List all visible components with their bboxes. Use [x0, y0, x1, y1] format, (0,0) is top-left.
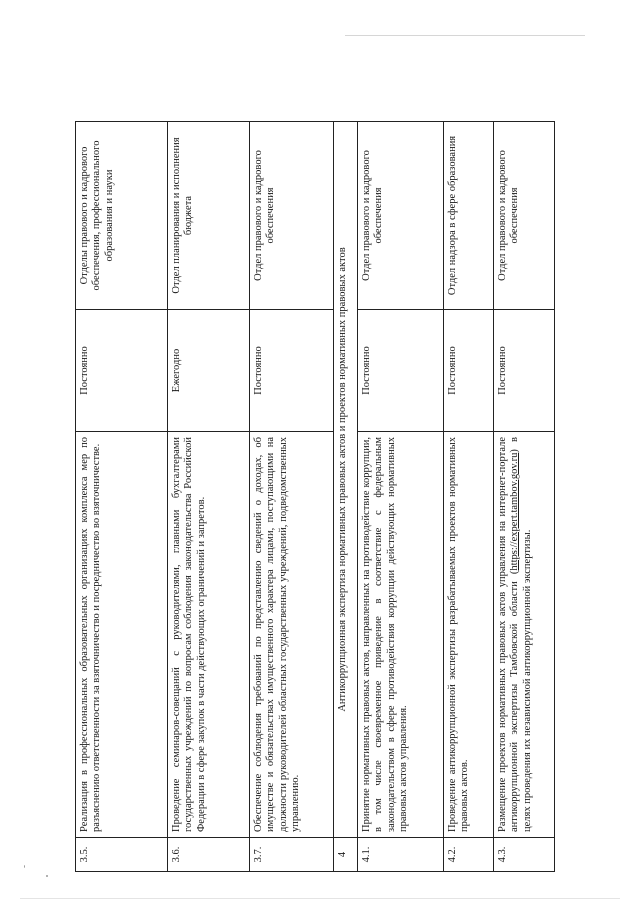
- section-title: Антикоррупционная экспертиза нормативных правовых актов и проектов нормативных правовых актов: [334, 122, 358, 838]
- table-row: [168, 122, 250, 872]
- responsible-text: Отдел правового и кадрового обеспечения: [494, 122, 555, 310]
- action-text: Принятие нормативных правовых актов, направленных на противодействие коррупции, в том числе своевременное приведение в соответствие с федеральным законодательством в сфере противодействия коррупции действующих нормативных правовых актов управления.: [358, 432, 444, 838]
- term-text: Ежегодно: [168, 310, 250, 432]
- table-row: [444, 122, 494, 872]
- table-row: [358, 122, 444, 872]
- responsible-text: Отдел надзора в сфере образования: [444, 122, 494, 310]
- term-text: Постоянно: [358, 310, 444, 432]
- responsible-text: Отделы правового и кадрового обеспечения, профессионального образования и науки: [76, 122, 168, 310]
- action-text-start: Размещение проектов нормативных правовых актов управления на интернет-портале антикоррупционной экспертизы Тамбовской области (: [497, 437, 521, 832]
- table-row: [76, 122, 168, 872]
- row-number: 4.1.: [358, 838, 444, 872]
- term-text: Постоянно: [444, 310, 494, 432]
- anticorruption-plan-table: [75, 121, 555, 872]
- responsible-text: Отдел правового и кадрового обеспечения: [358, 122, 444, 310]
- table-row: [250, 122, 334, 872]
- row-number: 3.6.: [168, 838, 250, 872]
- action-text-end: ) в целях проведения их независимой антикоррупционной экспертизы.: [509, 437, 533, 832]
- row-number: 3.5.: [76, 838, 168, 872]
- term-text: Постоянно: [76, 310, 168, 432]
- table-row: [494, 122, 555, 872]
- row-number: 3.7.: [250, 838, 334, 872]
- expert-portal-link[interactable]: https://expert.tambov.gov.ru: [509, 452, 521, 571]
- scan-artifact-line: [20, 898, 620, 899]
- rotated-page: [75, 122, 555, 872]
- section-row: [334, 122, 358, 872]
- responsible-text: Отдел правового и кадрового обеспечения: [250, 122, 334, 310]
- action-text: [494, 432, 555, 838]
- row-number: 4.3.: [494, 838, 555, 872]
- action-text: Реализация в профессиональных образовательных организациях комплекса мер по разъяснению ответственности за взяточничество и посредничество во взяточничестве.: [76, 432, 168, 838]
- action-text: Проведение антикоррупционной экспертизы разрабатываемых проектов нормативных правовых актов.: [444, 432, 494, 838]
- action-text: Проведение семинаров-совещаний с руководителями, главными бухгалтерами государственных учреждений по вопросам соблюдения законодательства Российской Федерации в сфере закупок в части действующих ограничений и запретов.: [168, 432, 250, 838]
- term-text: Постоянно: [250, 310, 334, 432]
- term-text: Постоянно: [494, 310, 555, 432]
- scan-artifact-line: [345, 35, 585, 36]
- action-text: Обеспечение соблюдения требований по представлению сведений о доходах, об имуществе и обязательствах имущественного характера лицами, поступающими на должности руководителей областных государственных учреждений, подведомственных управлению.: [250, 432, 334, 838]
- scan-speck: [46, 875, 48, 877]
- section-number: 4: [334, 838, 358, 872]
- row-number: 4.2.: [444, 838, 494, 872]
- scan-speck: [24, 865, 25, 868]
- responsible-text: Отдел планирования и исполнения бюджета: [168, 122, 250, 310]
